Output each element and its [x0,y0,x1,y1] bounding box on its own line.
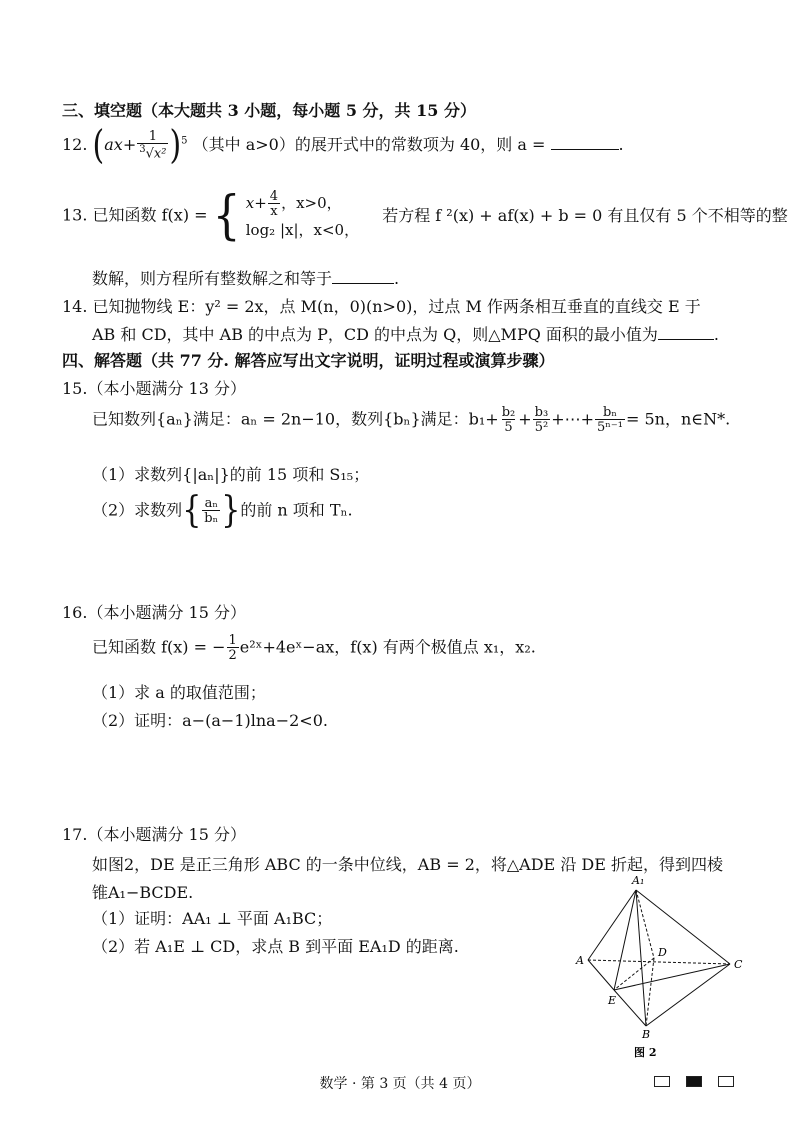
question-16-part2: （2）证明：a−(a−1)lna−2<0. [92,711,328,730]
label-A1: A₁ [632,874,645,887]
question-15-part1: （1）求数列{|aₙ|}的前 15 项和 S₁₅； [92,465,370,484]
question-17-part1: （1）证明：AA₁ ⊥ 平面 A₁BC； [92,909,333,928]
question-17-line1: 如图2，DE 是正三角形 ABC 的一条中位线，AB = 2，将△ADE 沿 DE 折起，得到四棱 [92,855,724,874]
label-C: C [734,958,743,971]
question-16-stem: 已知函数 f(x) = − $\frac{1}{2}$ e²ˣ+4eˣ−ax，f(x) 有两个极值点 x₁，x₂. [92,633,536,663]
q12-ax-term: ax+ [104,135,137,154]
question-16-number: 16.（本小题满分 15 分） [62,603,246,622]
q14-answer-blank[interactable] [658,325,714,340]
q12-answer-blank[interactable] [551,135,619,150]
question-12-text: （其中 a>0）的展开式中的常数项为 40，则 a = [192,135,546,154]
question-13-line2: 数解，则方程所有整数解之和等于 . [92,269,400,288]
label-A: A [576,954,584,967]
question-17-line2: 锥A₁−BCDE. [92,883,194,902]
question-15-number: 15.（本小题满分 13 分） [62,379,246,398]
q12-fraction: $\frac{1}{^3√x^2}$ [139,129,167,162]
q13-answer-blank[interactable] [332,269,394,284]
question-13-lead: 已知函数 f(x) = [92,205,208,225]
label-B: B [642,1028,651,1041]
figure-caption: 图 2 [634,1046,657,1059]
question-13-text: 若方程 f ²(x) + af(x) + b = 0 有且仅有 5 个不相等的整 [382,205,788,225]
question-16-part1: （1）求 a 的取值范围； [92,683,266,702]
question-12-number: 12. [62,135,88,154]
question-12: 12. (ax+ $\frac{1}{^3√x^2}$ )$^5$ （其中 a>0）的展开式中的常数项为 40，则 a = . [62,122,624,169]
question-17-number: 17.（本小题满分 15 分） [62,825,246,844]
footer-box-empty-2 [718,1076,734,1087]
footer-box-filled [686,1076,702,1087]
section-3-heading: 三、填空题（本大题共 3 小题，每小题 5 分，共 15 分） [62,101,476,120]
label-D: D [658,946,667,959]
q13-piecewise: x+ $\frac{4}{x}$ ，x>0， log₂ |x|，x<0， [245,189,360,239]
label-E: E [608,994,617,1007]
q12-exponent: 5 [181,135,188,147]
question-13-number: 13. [62,205,88,225]
footer-box-empty-1 [654,1076,670,1087]
question-14: 14. 已知抛物线 E：y² = 2x，点 M(n，0)(n>0)，过点 M 作两条相互垂直的直线交 E 于 [62,297,701,316]
question-15-part2: （2）求数列{ $\frac{\text{aₙ}}{\text{bₙ}}$ }的前 n 项和 Tₙ. [92,489,353,532]
section-4-heading: 四、解答题（共 77 分. 解答应写出文字说明，证明过程或演算步骤） [62,351,555,370]
question-14-line2: AB 和 CD，其中 AB 的中点为 P，CD 的中点为 Q，则△MPQ 面积的最小值为 . [92,325,720,344]
question-17-part2: （2）若 A₁E ⊥ CD，求点 B 到平面 EA₁D 的距离. [92,937,459,956]
question-13: 13. 已知函数 f(x) = { x+ $\frac{4}{x}$ ，x>0， log₂ |x|，x<0， 若方程 f ²(x) + af(x) + b = 0 有且仅有 5 个不相等的整 [62,184,788,246]
figure-2-pyramid [570,872,760,1062]
question-15-stem: 已知数列{aₙ}满足：aₙ = 2n−10，数列{bₙ}满足：b₁+ $\frac{\text{b₂}}{5}$ + $\frac{\text{b₃}}{\text{5²}}$ +⋯+ $\frac{\text{bₙ}}{\text{5ⁿ⁻¹}}$ = 5n，n∈N*. [92,405,731,435]
page-footer: 数学 · 第 3 页（共 4 页） [319,1076,481,1092]
